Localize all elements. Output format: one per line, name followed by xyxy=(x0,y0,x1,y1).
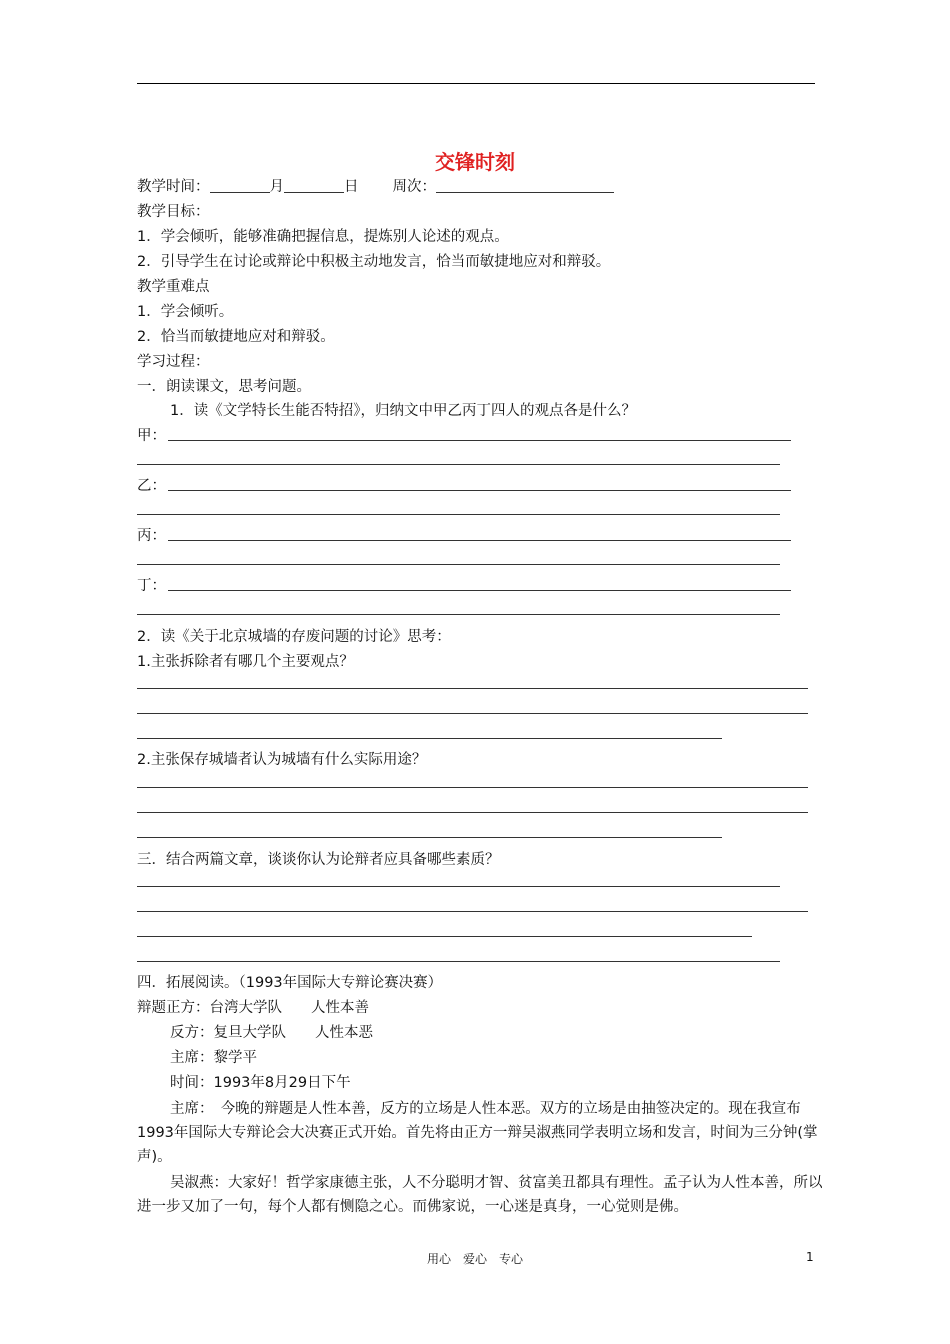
header-rule xyxy=(137,83,815,84)
goal-item: 2．引导学生在讨论或辩论中积极主动地发言，恰当而敏捷地应对和辩驳。 xyxy=(137,254,611,270)
wu-speech: 吴淑燕：大家好！哲学家康德主张，人不分聪明才智、贫富美丑都具有理性。孟子认为人性本善，所以进一步又加了一句，每个人都有恻隐之心。而佛家说，一心迷是真身，一心觉则是佛。 xyxy=(137,1175,823,1215)
debate-time: 时间：1993年8月29日下午 xyxy=(170,1075,351,1091)
chair-speech: 主席： 今晚的辩题是人性本善，反方的立场是人性本恶。双方的立场是由抽签决定的。现在我宣布1993年国际大专辩论会大决赛正式开始。首先将由正方一辩吴淑燕同学表明立场和发言，时间为三分钟(掌声)。 xyxy=(137,1101,818,1165)
week-blank[interactable] xyxy=(436,178,614,193)
keypoint-item: 1．学会倾听。 xyxy=(137,304,234,320)
goal-item: 1．学会倾听，能够准确把握信息，提炼别人论述的观点。 xyxy=(137,229,509,245)
question-one: 1．读《文学特长生能否特招》，归纳文中甲乙丙丁四人的观点各是什么？ xyxy=(170,403,636,419)
time-label: 教学时间： xyxy=(137,179,210,195)
answer-line[interactable] xyxy=(137,886,780,887)
answer-line[interactable] xyxy=(137,514,780,515)
day-label: 日 xyxy=(344,179,359,195)
week-label: 周次： xyxy=(392,179,436,195)
section-four: 四．拓展阅读。（1993年国际大专辩论赛决赛） xyxy=(137,975,443,991)
keypoints-heading: 教学重难点 xyxy=(137,279,210,295)
keypoint-item: 2．恰当而敏捷地应对和辩驳。 xyxy=(137,329,335,345)
person-label-ding: 丁： xyxy=(137,578,166,594)
footer-motto: 用心 爱心 专心 xyxy=(426,1252,523,1266)
question-two: 2．读《关于北京城墙的存废问题的讨论》思考： xyxy=(137,629,451,645)
answer-line[interactable] xyxy=(168,590,791,591)
answer-line[interactable] xyxy=(137,713,808,714)
section-three: 三．结合两篇文章，谈谈你认为论辩者应具备哪些素质？ xyxy=(137,852,500,868)
answer-line[interactable] xyxy=(137,787,808,788)
answer-line[interactable] xyxy=(137,837,722,838)
teaching-time-row xyxy=(137,177,614,197)
answer-line[interactable] xyxy=(137,688,808,689)
month-label: 月 xyxy=(269,179,284,195)
question-two-b: 2.主张保存城墙者认为城墙有什么实际用途？ xyxy=(137,752,427,768)
goals-heading: 教学目标： xyxy=(137,204,210,220)
answer-line[interactable] xyxy=(137,812,808,813)
answer-line[interactable] xyxy=(137,911,808,912)
process-heading: 学习过程： xyxy=(137,354,210,370)
question-two-a: 1.主张拆除者有哪几个主要观点？ xyxy=(137,654,354,670)
page-title: 交锋时刻 xyxy=(435,150,515,174)
answer-line[interactable] xyxy=(137,936,752,937)
answer-line[interactable] xyxy=(168,540,791,541)
answer-line[interactable] xyxy=(168,440,791,441)
person-label-jia: 甲： xyxy=(137,428,166,444)
page-number: 1 xyxy=(806,1250,814,1264)
section-one: 一．朗读课文，思考问题。 xyxy=(137,379,311,395)
person-label-bing: 丙： xyxy=(137,528,166,544)
day-blank[interactable] xyxy=(284,178,344,193)
debate-pro: 辩题正方：台湾大学队 人性本善 xyxy=(137,1000,369,1016)
answer-line[interactable] xyxy=(137,564,780,565)
answer-line[interactable] xyxy=(168,490,791,491)
answer-line[interactable] xyxy=(137,738,722,739)
answer-line[interactable] xyxy=(137,614,780,615)
month-blank[interactable] xyxy=(210,178,270,193)
person-label-yi: 乙： xyxy=(137,478,166,494)
debate-con: 反方：复旦大学队 人性本恶 xyxy=(170,1025,373,1041)
answer-line[interactable] xyxy=(137,961,780,962)
answer-line[interactable] xyxy=(137,464,780,465)
debate-chair: 主席：黎学平 xyxy=(170,1050,257,1066)
